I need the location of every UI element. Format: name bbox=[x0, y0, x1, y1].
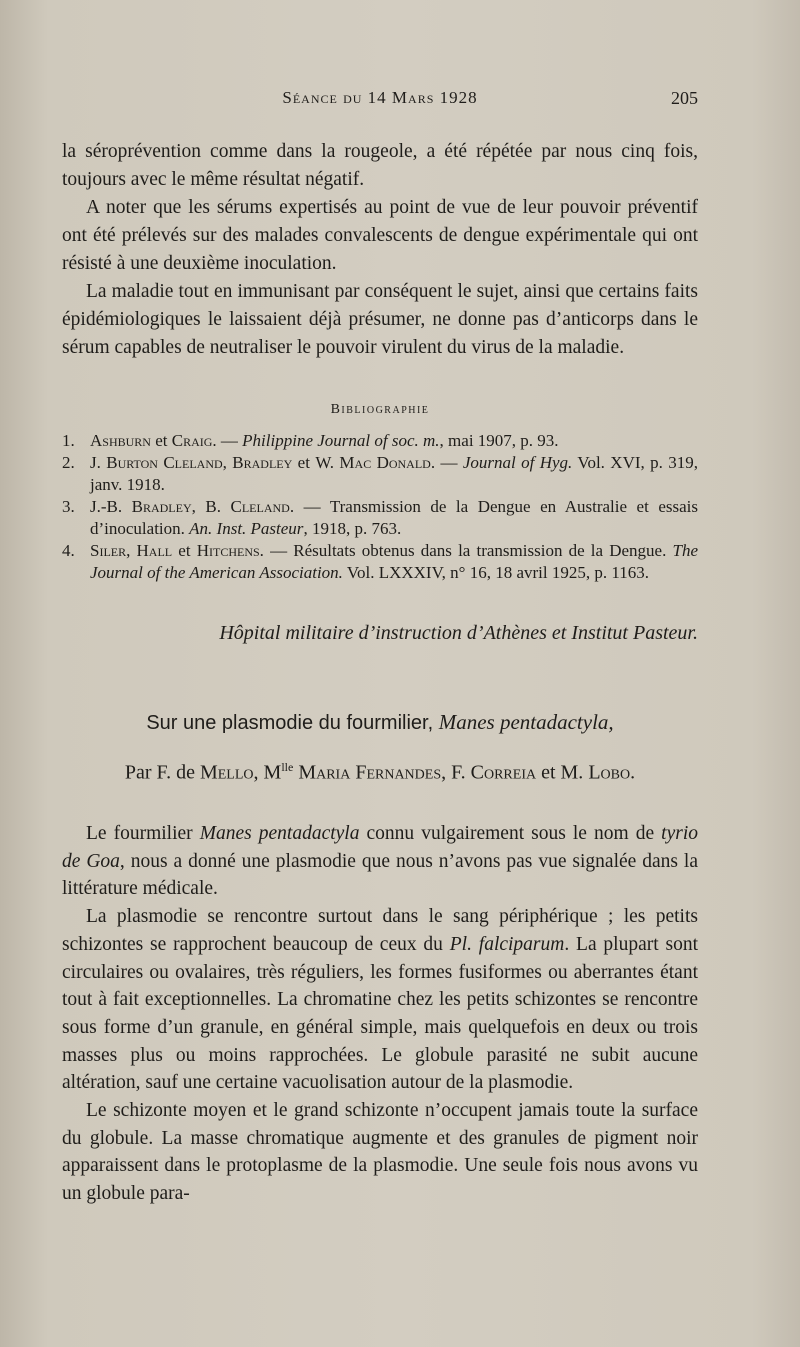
author-byline bbox=[62, 760, 698, 785]
byline-text: Par F. de bbox=[124, 761, 200, 784]
ref-text: et bbox=[172, 541, 197, 560]
ref-number: 1. bbox=[62, 431, 75, 450]
paragraph: la séroprévention comme dans la rougeole, a été répétée par nous cinq fois, toujours avec le même résultat négatif. bbox=[62, 141, 698, 190]
article-title-text: Sur une plasmodie du fourmilier, bbox=[146, 712, 439, 734]
byline-text: lle bbox=[281, 760, 294, 774]
continued-text bbox=[62, 138, 698, 362]
paragraph: Le schizonte moyen et le grand schizonte n’occupent jamais toute la surface du globule. La masse chromatique augmente et des granules de pigment noir apparaissent dans le protoplasme de la plasmodie. Une seule fois nous avons vu un globule para- bbox=[62, 1100, 698, 1205]
ref-text: . — bbox=[212, 431, 243, 450]
bibliography-list bbox=[62, 430, 698, 584]
affiliation: Hôpital militaire d’instruction d’Athènes et Institut Pasteur. bbox=[219, 622, 698, 644]
ref-authors: J.-B. Bradley, B. Cleland bbox=[90, 497, 290, 516]
ref-text: , 1918, p. 763. bbox=[303, 519, 402, 538]
page-number: 205 bbox=[671, 88, 698, 108]
ref-journal: Philippine Journal of soc. m. bbox=[242, 431, 440, 450]
paragraph bbox=[62, 820, 698, 903]
byline-text: et M. bbox=[536, 761, 589, 784]
bibliography-entry bbox=[62, 540, 698, 584]
ref-text: . — bbox=[289, 497, 330, 516]
ref-text: et bbox=[292, 453, 316, 472]
paragraph: A noter que les sérums expertisés au point de vue de leur pouvoir préventif ont été prélevés sur des malades convalescents de dengue expérimentale qui ont résisté à une deuxième inoculation. bbox=[62, 197, 698, 274]
paragraph bbox=[62, 903, 698, 1097]
ref-authors: Ashburn bbox=[90, 431, 151, 450]
bibliography-heading: Bibliographie bbox=[330, 402, 430, 417]
running-head: Séance du 14 Mars 1928 bbox=[282, 88, 478, 107]
article-title bbox=[62, 710, 698, 735]
ref-text: Transmission de la Dengue en Australie et essais d’inoculation. bbox=[90, 497, 698, 538]
bibliography-entry bbox=[62, 452, 698, 496]
species-name: Pl. falciparum bbox=[449, 933, 565, 955]
ref-authors: Craig bbox=[171, 431, 213, 450]
author-name: Maria Fernandes bbox=[293, 761, 442, 784]
author-name: Correia bbox=[470, 761, 537, 784]
paragraph-text: connu vulgairement sous le nom de bbox=[359, 823, 662, 844]
ref-text: . — bbox=[259, 541, 294, 560]
author-name: Lobo bbox=[588, 761, 631, 784]
author-name: Mello bbox=[199, 761, 254, 784]
paragraph-text: , nous a donné une plasmodie que nous n’avons pas vue signalée dans la littérature médicale. bbox=[62, 850, 698, 900]
ref-number: 4. bbox=[62, 541, 75, 560]
ref-journal: Journal of Hyg. bbox=[462, 453, 573, 472]
place-name: tyrio de Goa bbox=[62, 823, 699, 872]
paragraph-text: Le fourmilier bbox=[86, 823, 200, 844]
ref-authors: Hitchens bbox=[196, 541, 260, 560]
ref-text: . — bbox=[430, 453, 463, 472]
ref-number: 3. bbox=[62, 497, 75, 516]
byline-text: , M bbox=[253, 761, 282, 784]
ref-journal: An. Inst. Pasteur bbox=[189, 519, 304, 538]
article-body bbox=[62, 820, 698, 1208]
ref-text: Vol. XVI, p. 319, janv. 1918. bbox=[90, 453, 699, 494]
ref-journal: The Journal of the American Association. bbox=[90, 541, 698, 582]
paragraph: La maladie tout en immunisant par conséquent le sujet, ainsi que certains faits épidémiologiques le laissaient déjà présumer, ne donne pas d’anticorps dans le sérum capables de neutraliser le pouvoir virulent du virus de la maladie. bbox=[62, 281, 698, 358]
bibliography-entry bbox=[62, 496, 698, 540]
ref-text: et bbox=[150, 431, 172, 450]
ref-authors: Siler, Hall bbox=[90, 541, 173, 560]
bibliography-entry bbox=[62, 430, 698, 452]
species-name: Manes pentadactyla bbox=[199, 823, 360, 844]
ref-text: , mai 1907, p. 93. bbox=[439, 431, 559, 450]
ref-authors: W. Mac Donald bbox=[315, 453, 431, 472]
ref-number: 2. bbox=[62, 453, 75, 472]
ref-authors: J. Burton Cleland, Bradley bbox=[90, 453, 293, 472]
paragraph-text: La plasmodie se rencontre surtout dans le sang périphérique ; les petits schizontes se rapprochent beaucoup de ceux du bbox=[62, 906, 698, 955]
ref-text: Vol. LXXXIV, n° 16, 18 avril 1925, p. 1163. bbox=[342, 563, 649, 582]
article-title-species: Manes pentadactyla, bbox=[438, 710, 614, 734]
paragraph-text: . La plupart sont circulaires ou ovalaires, très réguliers, les formes fusiformes ou aberrantes étant tout à fait exceptionnelles. La chromatine chez les petits schizontes se rencontre sous forme d’un granule, en général simple, mais quelquefois en deux ou trois masses plus ou moins rapprochées. Le globule parasité ne subit aucune altération, sauf une certaine vacuolisation autour de la plasmodie. bbox=[62, 933, 698, 1094]
byline-text: , F. bbox=[441, 761, 471, 784]
page-header bbox=[62, 88, 698, 112]
byline-text: . bbox=[630, 761, 636, 784]
ref-text: Résultats obtenus dans la transmission de la Dengue. bbox=[293, 541, 673, 560]
